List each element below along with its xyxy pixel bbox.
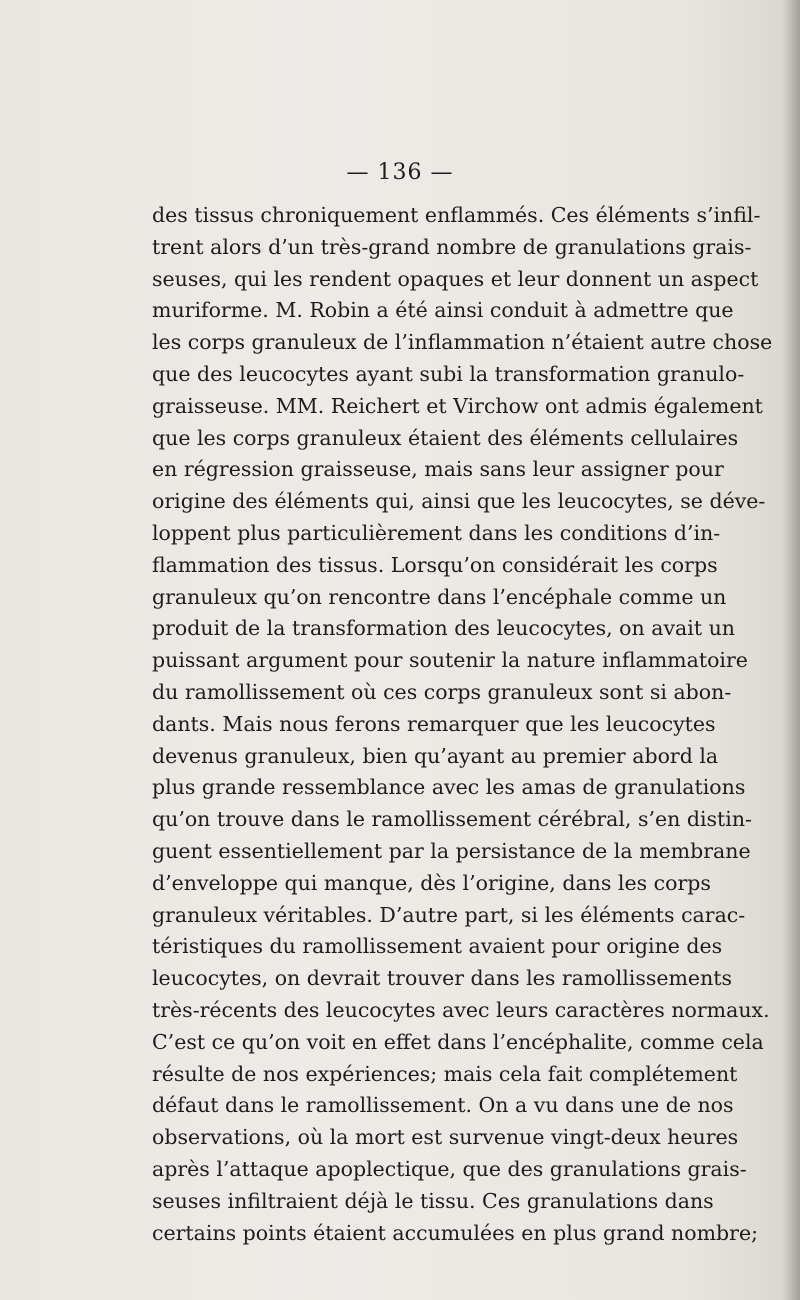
text-line: en régression graisseuse, mais sans leur assigner pour <box>152 457 724 482</box>
text-line: dants. Mais nous ferons remarquer que les leucocytes <box>152 711 716 736</box>
text-line: d’enveloppe qui manque, dès l’origine, dans les corps <box>152 870 711 895</box>
page-edge-shadow <box>782 0 800 1300</box>
text-line: après l’attaque apoplectique, que des granulations grais- <box>152 1156 747 1181</box>
text-line: trent alors d’un très-grand nombre de granulations grais- <box>152 234 752 259</box>
text-line: observations, où la mort est survenue vingt-deux heures <box>152 1125 739 1150</box>
text-line: flammation des tissus. Lorsqu’on considérait les corps <box>152 552 718 577</box>
text-line: téristiques du ramollissement avaient pour origine des <box>152 934 723 959</box>
text-line: les corps granuleux de l’inflammation n’étaient autre chose <box>152 330 773 355</box>
text-line: seuses, qui les rendent opaques et leur donnent un aspect <box>152 266 759 291</box>
text-line: devenus granuleux, bien qu’ayant au premier abord la <box>152 743 719 768</box>
text-line: granuleux véritables. D’autre part, si les éléments carac- <box>152 902 746 927</box>
text-line: que des leucocytes ayant subi la transformation granulo- <box>152 361 745 386</box>
text-line: origine des éléments qui, ainsi que les leucocytes, se déve- <box>152 489 766 514</box>
text-line: du ramollissement où ces corps granuleux sont si abon- <box>152 679 732 704</box>
text-line: C’est ce qu’on voit en effet dans l’encéphalite, comme cela <box>152 1029 764 1054</box>
text-line: puissant argument pour soutenir la nature inflammatoire <box>152 648 748 673</box>
text-line: loppent plus particulièrement dans les conditions d’in- <box>152 520 721 545</box>
text-line: granuleux qu’on rencontre dans l’encéphale comme un <box>152 584 727 609</box>
text-line: seuses infiltraient déjà le tissu. Ces granulations dans <box>152 1188 714 1213</box>
text-line: que les corps granuleux étaient des éléments cellulaires <box>152 425 739 450</box>
page-number: — 136 — <box>346 160 454 185</box>
text-line: muriforme. M. Robin a été ainsi conduit à admettre que <box>152 298 734 323</box>
text-line: plus grande ressemblance avec les amas de granulations <box>152 775 746 800</box>
text-line: des tissus chroniquement enflammés. Ces éléments s’infil- <box>152 203 761 227</box>
body-text <box>152 200 773 1249</box>
text-line: produit de la transformation des leucocytes, on avait un <box>152 616 735 641</box>
text-line: très-récents des leucocytes avec leurs caractères normaux. <box>152 997 770 1022</box>
text-line: résulte de nos expériences; mais cela fait complétement <box>152 1061 738 1086</box>
text-line: graisseuse. MM. Reichert et Virchow ont admis également <box>152 393 763 418</box>
text-line: certains points étaient accumulées en plus grand nombre; <box>152 1220 758 1245</box>
text-line: qu’on trouve dans le ramollissement cérébral, s’en distin- <box>152 807 752 832</box>
text-line: défaut dans le ramollissement. On a vu dans une de nos <box>152 1093 734 1118</box>
text-line: leucocytes, on devrait trouver dans les ramollissements <box>152 966 733 991</box>
text-line: guent essentiellement par la persistance de la membrane <box>152 838 751 863</box>
